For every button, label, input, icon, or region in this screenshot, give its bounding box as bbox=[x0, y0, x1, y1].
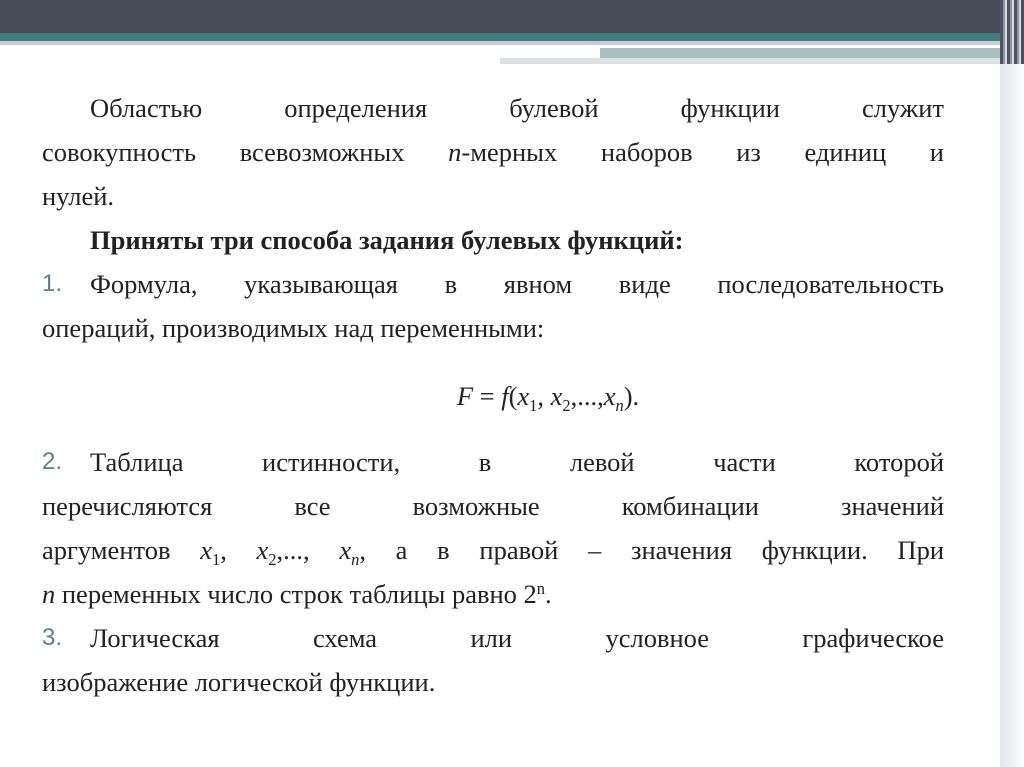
text: . bbox=[545, 579, 552, 609]
item3-line-2: изображение логической функции. bbox=[42, 667, 436, 697]
power-n: n bbox=[536, 578, 545, 598]
formula-sub-2: 2 bbox=[562, 395, 571, 415]
definition-line-1: Областью определения булевой функции служит bbox=[90, 93, 944, 123]
text: переменных число строк таблицы равно 2 bbox=[55, 579, 537, 609]
formula-equals: = bbox=[473, 381, 502, 411]
text: совокупность всевозможных bbox=[42, 137, 449, 167]
definition-line-2 bbox=[42, 130, 944, 174]
item2-line-3 bbox=[42, 528, 944, 572]
item2-line-1: Таблица истинности, в левой части которой bbox=[90, 447, 944, 477]
formula-comma: , bbox=[537, 381, 551, 411]
definition-line-3: нулей. bbox=[42, 181, 115, 211]
header-bar bbox=[0, 0, 1024, 33]
formula-ellipsis: ,..., bbox=[570, 381, 604, 411]
list-number: 2. bbox=[42, 448, 63, 475]
list-number: 3. bbox=[42, 624, 63, 651]
slide-edge-shadow bbox=[1000, 64, 1024, 767]
item1-line-1: Формула, указывающая в явном виде последовательность bbox=[90, 269, 944, 299]
arg-sub-1: 1 bbox=[211, 549, 221, 569]
variable-n: n bbox=[448, 137, 462, 167]
item3-line-1: Логическая схема или условное графическое bbox=[90, 623, 944, 653]
formula-xn: x bbox=[603, 381, 616, 411]
formula-paren: ( bbox=[508, 381, 518, 411]
arg-x1: x bbox=[200, 535, 212, 565]
text: , bbox=[220, 535, 257, 565]
list-number: 1. bbox=[42, 270, 63, 297]
text: аргументов bbox=[42, 535, 201, 565]
header-stripe-accent bbox=[600, 48, 1000, 58]
formula-close: ). bbox=[623, 381, 640, 411]
header-stripe-shadow bbox=[500, 58, 1000, 64]
formula bbox=[152, 374, 944, 418]
formula-sub-n: n bbox=[615, 395, 624, 415]
item2-line-4 bbox=[42, 572, 944, 616]
arg-xn: x bbox=[339, 535, 352, 565]
formula-F: F bbox=[456, 381, 473, 411]
methods-heading: Приняты три способа задания булевых функций: bbox=[90, 225, 684, 255]
arg-sub-n: n bbox=[351, 549, 360, 569]
header-stripe bbox=[0, 33, 1000, 41]
variable-n: n bbox=[42, 579, 56, 609]
slide-body bbox=[42, 86, 944, 704]
arg-sub-2: 2 bbox=[268, 549, 277, 569]
list-item-formula bbox=[42, 262, 944, 306]
arg-x2: x bbox=[256, 535, 269, 565]
text: -мерных наборов из единиц и bbox=[461, 137, 944, 167]
list-item-truth-table bbox=[42, 440, 944, 484]
formula-x1: x bbox=[517, 381, 530, 411]
definition-paragraph bbox=[42, 86, 944, 218]
list-item-logic-scheme bbox=[42, 616, 944, 660]
text: ,..., bbox=[276, 535, 340, 565]
item1-line-2: операций, производимых над переменными: bbox=[42, 313, 545, 343]
formula-f: f bbox=[501, 381, 509, 411]
item2-line-2: перечисляются все возможные комбинации значений bbox=[42, 491, 944, 521]
formula-x2: x bbox=[550, 381, 563, 411]
text: , а в правой – значения функции. При bbox=[359, 535, 944, 565]
formula-sub-1: 1 bbox=[529, 395, 538, 415]
